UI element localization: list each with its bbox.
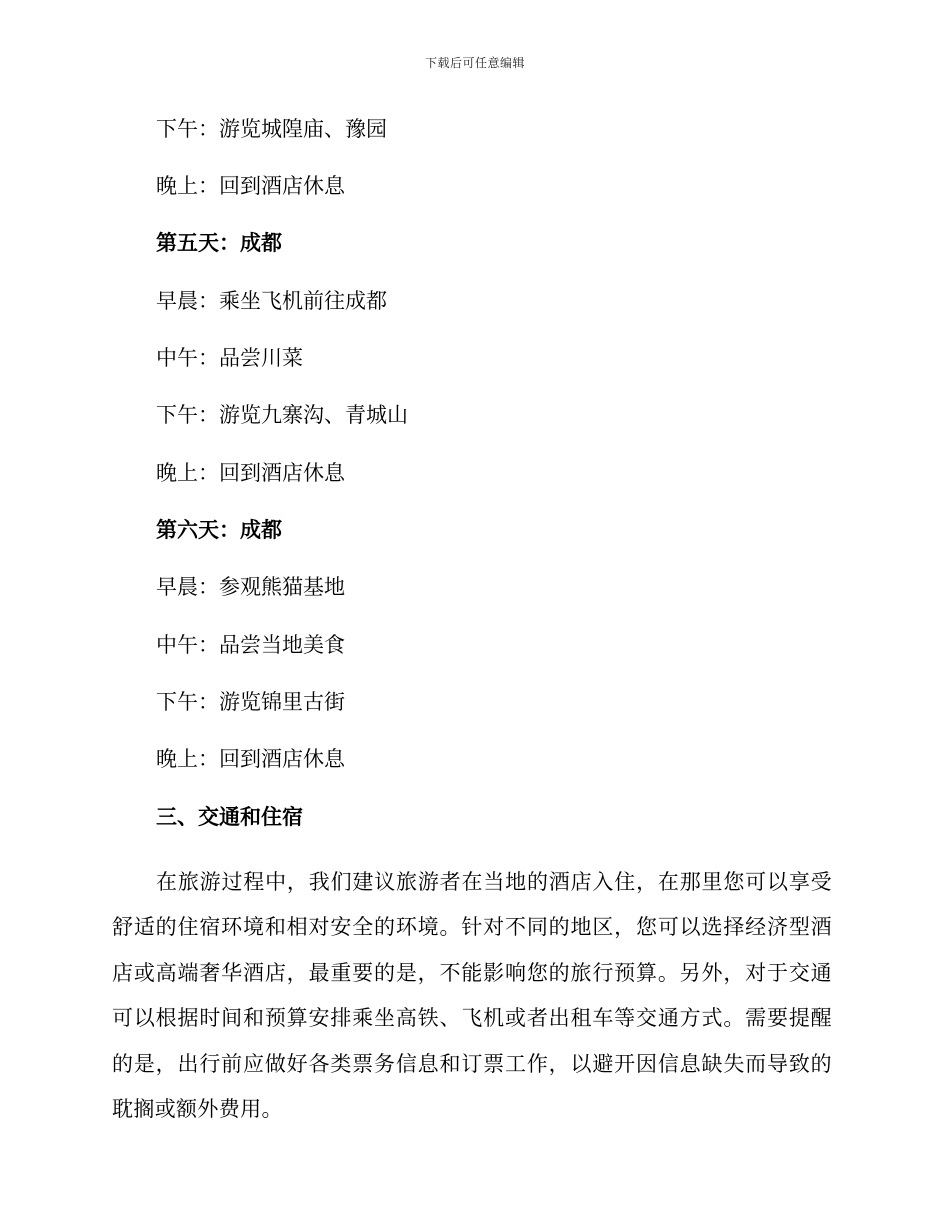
transport-lodging-paragraph: 在旅游过程中，我们建议旅游者在当地的酒店入住，在那里您可以享受舒适的住宿环境和相对安全的环境。针对不同的地区，您可以选择经济型酒店或高端奢华酒店，最重要的是，不能影响您的旅行预算。另外，对于交通可以根据时间和预算安排乘坐高铁、飞机或者出租车等交通方式。需要提醒的是，出行前应做好各类票务信息和订票工作，以避开因信息缺失而导致的耽搁或额外费用。 — [112, 870, 832, 1122]
day6-heading: 第六天：成都 — [156, 518, 282, 542]
schedule-line-afternoon-day5: 下午：游览九寨沟、青城山 — [156, 403, 408, 427]
schedule-line-evening-day6: 晚上：回到酒店休息 — [156, 747, 345, 771]
schedule-line-morning-day6: 早晨：参观熊猫基地 — [156, 575, 345, 599]
schedule-line-morning-day5: 早晨：乘坐飞机前往成都 — [156, 289, 387, 313]
schedule-line-evening-day4: 晚上：回到酒店休息 — [156, 174, 345, 198]
section-heading-transport-lodging: 三、交通和住宿 — [156, 805, 303, 829]
schedule-line-evening-day5: 晚上：回到酒店休息 — [156, 461, 345, 485]
schedule-line-noon-day5: 中午：品尝川菜 — [156, 346, 303, 370]
schedule-line-afternoon-day6: 下午：游览锦里古街 — [156, 690, 345, 714]
schedule-line-afternoon-day4: 下午：游览城隍庙、豫园 — [156, 117, 387, 141]
schedule-line-noon-day6: 中午：品尝当地美食 — [156, 633, 345, 657]
day5-heading: 第五天：成都 — [156, 231, 282, 255]
page-header: 下载后可任意编辑 — [424, 56, 525, 70]
